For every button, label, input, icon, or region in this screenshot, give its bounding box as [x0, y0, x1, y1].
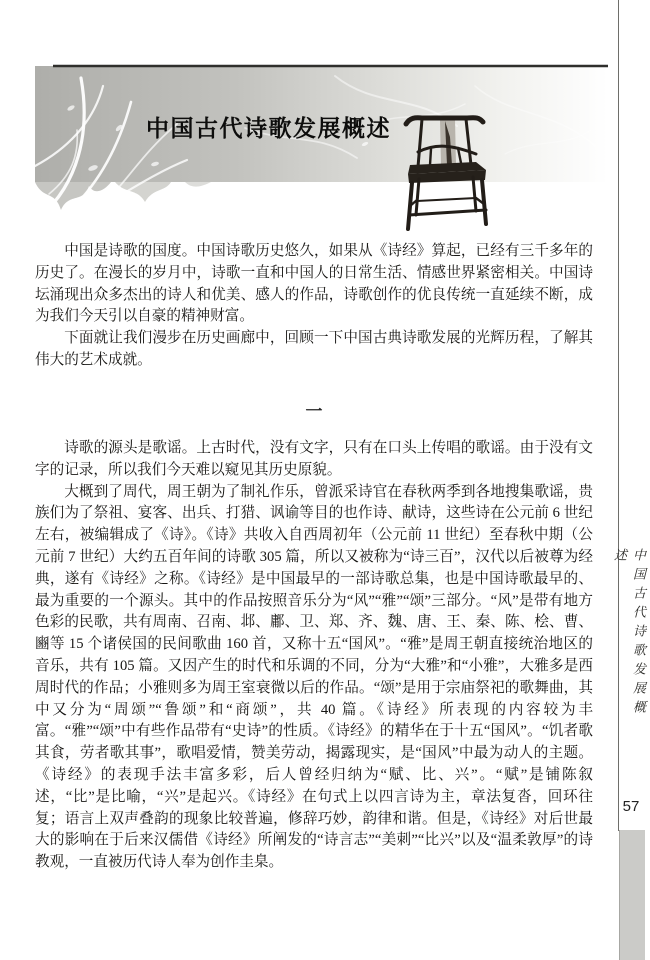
chapter-banner-artwork: [35, 64, 608, 236]
page-number: 57: [622, 798, 640, 815]
running-title-vertical: 中国古代诗歌发展概述: [611, 548, 645, 719]
section-text-block: [35, 438, 593, 874]
section-number-divider: 一: [305, 402, 323, 421]
margin-rule: [618, 0, 619, 831]
ming-chair-illustration: [398, 107, 490, 235]
page-edge-band: [619, 830, 645, 960]
paragraph: 下面就让我们漫步在历史画廊中，回顾一下中国古典诗歌发展的光辉历程，了解其伟大的艺术成就。: [35, 330, 593, 368]
intro-text-block: [35, 241, 593, 372]
paragraph: 大概到了周代，周王朝为了制礼作乐，曾派采诗官在春秋两季到各地搜集歌谣，贵族们为了祭祖、宴客、出兵、打猎、讽谕等目的也作诗、献诗，这些诗在公元前 6 世纪左右，被编辑成了《诗》。《诗》共收入自西周初年（公元前 11 世纪）至春秋中期（公元前 7 世纪）大约五百年间的诗歌 305 篇，所以又被称为“诗三百”，汉代以后被尊为经典，遂有《诗经》之称。《诗经》是中国最早的一部诗歌总集，也是中国诗歌最早的、最为重要的一个源头。其中的作品按照音乐分为“风”“雅”“颂”三部分。“风”是带有地方色彩的民歌，共有周南、召南、邶、鄘、卫、郑、齐、魏、唐、王、秦、陈、桧、曹、豳等 15 个诸侯国的民间歌曲 160 首，又称十五“国风”。“雅”是周王朝直接统治地区的音乐，共有 105 篇。又因产生的时代和乐调的不同，分为“大雅”和“小雅”，大雅多是西周时代的作品；小雅则多为周王室衰微以后的作品。“颂”是用于宗庙祭祀的歌舞曲，其中又分为“周颂”“鲁颂”和“商颂”，共 40 篇。《诗经》所表现的内容较为丰富。“雅”“颂”中有些作品带有“史诗”的性质。《诗经》的精华在于十五“国风”。“饥者歌其食，劳者歌其事”，歌唱爱情，赞美劳动，揭露现实，是“国风”中最为动人的主题。《诗经》的表现手法丰富多彩，后人曾经归纳为“赋、比、兴”。“赋”是铺陈叙述，“比”是比喻，“兴”是起兴。《诗经》在句式上以四言诗为主，章法复沓，回环往复；语言上双声叠韵的现象比较普遍，修辞巧妙，韵律和谐。但是，《诗经》对后世最大的影响在于后来汉儒借《诗经》所阐发的“诗言志”“美刺”“比兴”以及“温柔敦厚”的诗教观，一直被历代诗人奉为创作圭臬。: [35, 483, 593, 871]
chapter-title: 中国古代诗歌发展概述: [146, 115, 391, 141]
paragraph: 中国是诗歌的国度。中国诗歌历史悠久，如果从《诗经》算起，已经有三千多年的历史了。在漫长的岁月中，诗歌一直和中国人的日常生活、情感世界紧密相关。中国诗坛涌现出众多杰出的诗人和优美、感人的作品，诗歌创作的优良传统一直延续不断，成为我们今天引以自豪的精神财富。: [35, 243, 593, 325]
paragraph: 诗歌的源头是歌谣。上古时代，没有文字，只有在口头上传唱的歌谣。由于没有文字的记录，所以我们今天难以窥见其历史原貌。: [35, 440, 593, 478]
